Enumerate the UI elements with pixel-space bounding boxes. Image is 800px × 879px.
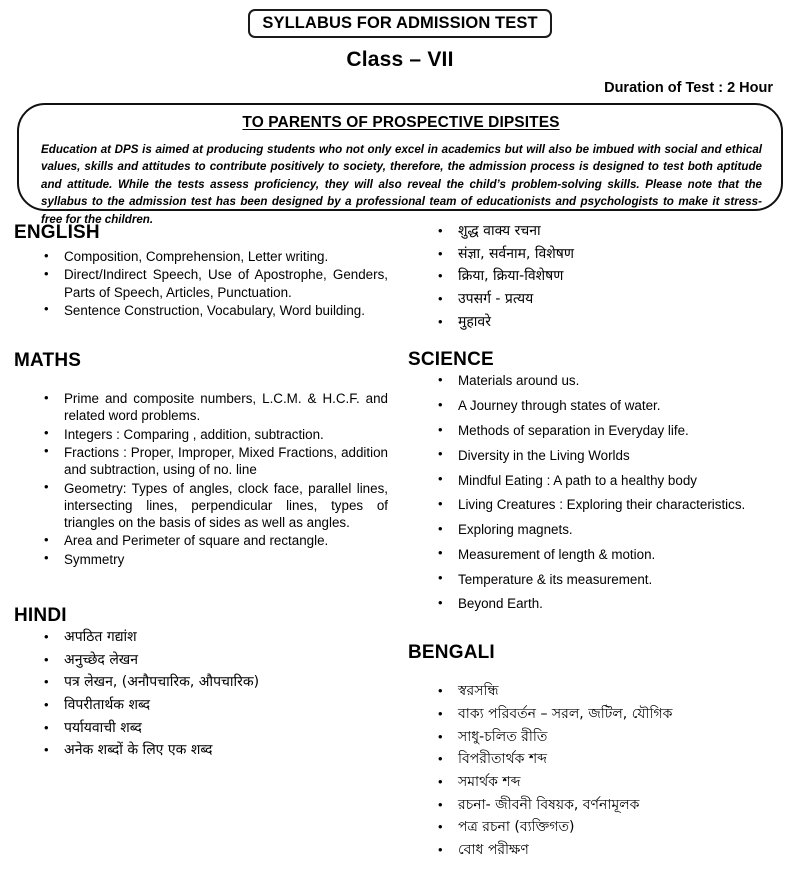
list-item: • Materials around us. (408, 372, 786, 389)
list-item: • Symmetry (14, 551, 388, 568)
maths-item-list (14, 390, 388, 568)
english-item-list (14, 248, 388, 319)
list-item: • पर्यायवाची शब्द (14, 719, 388, 737)
list-item: • Methods of separation in Everyday life. (408, 422, 786, 439)
parents-notice-box (17, 103, 783, 226)
list-item: • সাধু-চলিত রীতি (408, 728, 786, 746)
list-item: • রচনা- জীবনী বিষয়ক, বর্ণনামূলক (408, 796, 786, 814)
section-hindi-continued (408, 222, 786, 331)
list-item: • अनुच्छेद लेखन (14, 651, 388, 669)
list-item: • Temperature & its measurement. (408, 571, 786, 588)
spacer (408, 335, 786, 349)
list-item: • Fractions : Proper, Improper, Mixed Fractions, addition and subtraction, using of no. line (14, 444, 388, 479)
syllabus-title-box: SYLLABUS FOR ADMISSION TEST (248, 9, 551, 38)
list-item: • Area and Perimeter of square and rectangle. (14, 532, 388, 549)
syllabus-columns (0, 222, 800, 864)
list-item: • Mindful Eating : A path to a healthy body (408, 472, 786, 489)
section-hindi (14, 605, 388, 760)
list-item: • क्रिया, क्रिया-विशेषण (408, 267, 786, 285)
section-heading-hindi: HINDI (14, 604, 67, 626)
parents-notice-title: TO PARENTS OF PROSPECTIVE DIPSITES (242, 114, 560, 131)
hindi-item-list-right (408, 222, 786, 331)
section-english (14, 222, 388, 319)
spacer (408, 620, 786, 642)
section-heading-science: SCIENCE (408, 349, 494, 371)
spacer (408, 668, 786, 682)
bengali-item-list (408, 682, 786, 859)
parents-notice-body: Education at DPS is aimed at producing students who not only excel in academics but will also be imbued with social and ethical values, skills and attitudes to contribute positively to society, therefore, the admission process is designed to test both aptitude and attitude. While the tests assess proficiency, they will also reveal the child’s problem-solving skills. Please note that the syllabus to the admission test has been designed by a professional team of educationists and psychologists to make it stress- free for the children. (41, 143, 762, 226)
list-item: • Exploring magnets. (408, 521, 786, 538)
list-item: • मुहावरे (408, 313, 786, 331)
list-item: • বাক্য পরিবর্তন – সরল, জটিল, যৌগিক (408, 705, 786, 723)
list-item: • Prime and composite numbers, L.C.M. & H.C.F. and related word problems. (14, 390, 388, 425)
class-label: Class – VII (346, 48, 454, 72)
list-item: • शुद्ध वाक्य रचना (408, 222, 786, 240)
list-item: • Integers : Comparing , addition, subtraction. (14, 426, 388, 443)
section-heading-english: ENGLISH (14, 222, 100, 243)
list-item: • Measurement of length & motion. (408, 546, 786, 563)
section-heading-maths: MATHS (14, 350, 82, 372)
list-item: • Sentence Construction, Vocabulary, Word building. (14, 302, 388, 319)
list-item: • Living Creatures : Exploring their characteristics. (408, 496, 786, 513)
spacer (14, 569, 388, 605)
list-item: • विपरीतार्थक शब्द (14, 696, 388, 714)
section-maths (14, 350, 388, 568)
list-item: • उपसर्ग - प्रत्यय (408, 290, 786, 308)
list-item: • স্বরসন্ধি (408, 682, 786, 700)
spacer (14, 320, 388, 350)
list-item: • Diversity in the Living Worlds (408, 447, 786, 464)
section-science (408, 349, 786, 612)
list-item: • पत्र लेखन, (अनौपचारिक, औपचारिक) (14, 673, 388, 691)
spacer (14, 376, 388, 390)
list-item: • সমার্থক শব্দ (408, 773, 786, 791)
list-item: • अपठित गद्यांश (14, 628, 388, 646)
hindi-item-list-left (14, 628, 388, 760)
science-item-list (408, 372, 786, 612)
right-column (400, 222, 800, 864)
list-item: • अनेक शब्दों के लिए एक शब्द (14, 741, 388, 759)
list-item: • संज्ञा, सर्वनाम, विशेषण (408, 245, 786, 263)
section-bengali (408, 642, 786, 859)
list-item: • Composition, Comprehension, Letter writing. (14, 248, 388, 265)
list-item: • বোধ পরীক্ষণ (408, 841, 786, 859)
section-heading-bengali: BENGALI (408, 642, 495, 664)
duration-label: Duration of Test : 2 Hour (604, 80, 773, 97)
list-item: • Beyond Earth. (408, 595, 786, 612)
document-header (0, 0, 800, 96)
title-box-wrapper (0, 0, 800, 38)
list-item: • বিপরীতার্থক শব্দ (408, 750, 786, 768)
list-item: • A Journey through states of water. (408, 397, 786, 414)
list-item: • Direct/Indirect Speech, Use of Apostrophe, Genders, Parts of Speech, Articles, Punctuation. (14, 266, 388, 301)
left-column (0, 222, 400, 864)
list-item: • Geometry: Types of angles, clock face, parallel lines, intersecting lines, perpendicular lines, types of triangles on the basis of sides as well as angles. (14, 480, 388, 532)
list-item: • পত্র রচনা (ব্যক্তিগত) (408, 818, 786, 836)
